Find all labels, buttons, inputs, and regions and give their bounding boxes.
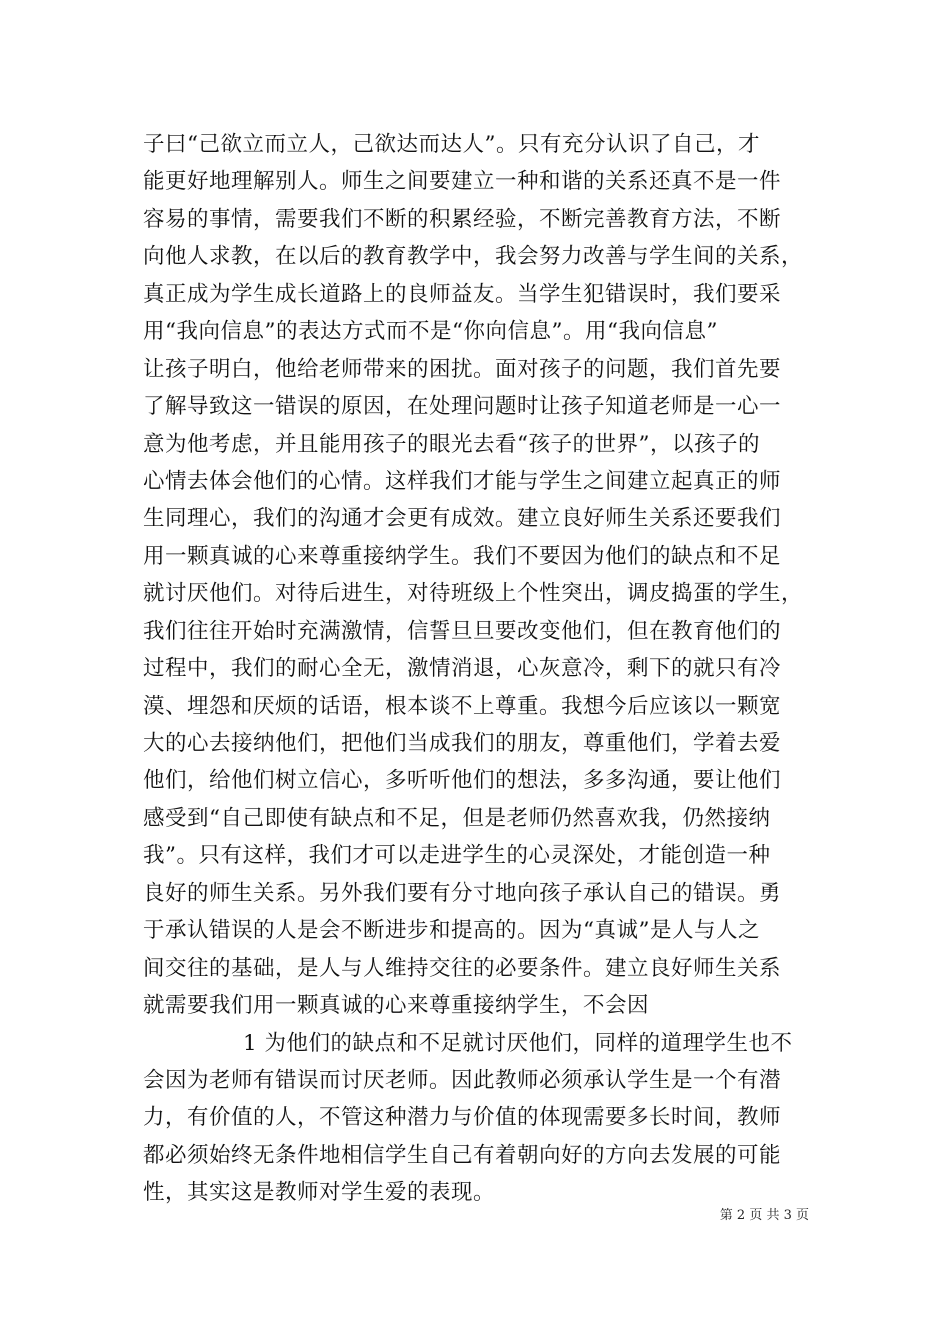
text-line: 于承认错误的人是会不断进步和提高的。因为“真诚”是人与人之 [143, 918, 760, 944]
text-line: 了解导致这一错误的原因，在处理问题时让孩子知道老师是一心一 [143, 394, 782, 420]
text-line: 真正成为学生成长道路上的良师益友。当学生犯错误时，我们要采 [143, 281, 782, 307]
text-line: 他们，给他们树立信心，多听听他们的想法，多多沟通，要让他们 [143, 768, 782, 794]
text-line: 就讨厌他们。对待后进生，对待班级上个性突出，调皮捣蛋的学生， [143, 581, 804, 607]
text-line: 意为他考虑，并且能用孩子的眼光去看“孩子的世界”，以孩子的 [143, 431, 760, 457]
text-line: 我们往往开始时充满激情，信誓旦旦要改变他们，但在教育他们的 [143, 618, 782, 644]
text-line: 能更好地理解别人。师生之间要建立一种和谐的关系还真不是一件 [143, 169, 782, 195]
text-line: 向他人求教，在以后的教育教学中，我会努力改善与学生间的关系， [143, 244, 804, 270]
text-line: 漠、埋怨和厌烦的话语，根本谈不上尊重。我想今后应该以一颗宽 [143, 693, 782, 719]
text-line: 生同理心，我们的沟通才会更有成效。建立良好师生关系还要我们 [143, 506, 782, 532]
text-line: 我”。只有这样，我们才可以走进学生的心灵深处，才能创造一种 [143, 843, 771, 869]
page-number-footer: 第 2 页 共 3 页 [719, 1208, 809, 1223]
text-line: 就需要我们用一颗真诚的心来尊重接纳学生，不会因 [143, 993, 650, 1019]
text-line: 力，有价值的人，不管这种潜力与价值的体现需要多长时间，教师 [143, 1105, 782, 1131]
text-line: 过程中，我们的耐心全无，激情消退，心灰意冷，剩下的就只有冷 [143, 656, 782, 682]
text-line: 性，其实这是教师对学生爱的表现。 [143, 1180, 496, 1206]
text-line-indented: 1 为他们的缺点和不足就讨厌他们，同样的道理学生也不 [243, 1030, 793, 1056]
text-line: 良好的师生关系。另外我们要有分寸地向孩子承认自己的错误。勇 [143, 880, 782, 906]
text-line: 容易的事情，需要我们不断的积累经验，不断完善教育方法，不断 [143, 206, 782, 232]
text-line: 都必须始终无条件地相信学生自己有着朝向好的方向去发展的可能 [143, 1142, 782, 1168]
text-line: 心情去体会他们的心情。这样我们才能与学生之间建立起真正的师 [143, 468, 782, 494]
text-line: 间交往的基础，是人与人维持交往的必要条件。建立良好师生关系 [143, 955, 782, 981]
text-line: 感受到“自己即使有缺点和不足，但是老师仍然喜欢我，仍然接纳 [143, 805, 771, 831]
text-line: 用“我向信息”的表达方式而不是“你向信息”。用“我向信息” [143, 319, 718, 345]
text-line: 会因为老师有错误而讨厌老师。因此教师必须承认学生是一个有潜 [143, 1067, 782, 1093]
text-line: 让孩子明白，他给老师带来的困扰。面对孩子的问题，我们首先要 [143, 356, 782, 382]
body-text [143, 126, 823, 1212]
text-line: 子曰“己欲立而立人，己欲达而达人”。只有充分认识了自己，才 [143, 132, 760, 157]
text-line: 用一颗真诚的心来尊重接纳学生。我们不要因为他们的缺点和不足 [143, 543, 782, 569]
text-line: 大的心去接纳他们，把他们当成我们的朋友，尊重他们，学着去爱 [143, 731, 782, 756]
